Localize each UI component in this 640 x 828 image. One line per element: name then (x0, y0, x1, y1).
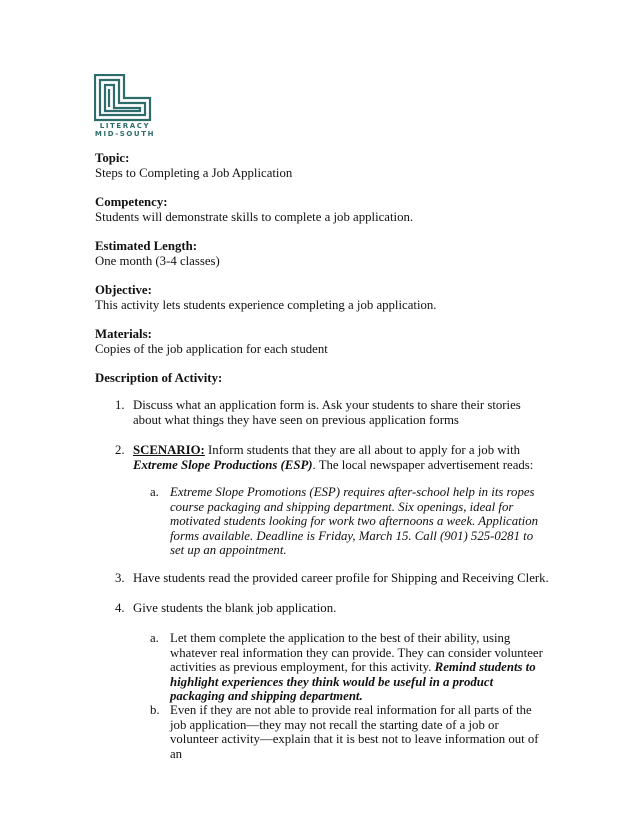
scenario-label: SCENARIO: (133, 443, 205, 457)
topic-heading: Topic: (95, 151, 130, 165)
logo-text-line1: LITERACY (99, 122, 151, 130)
topic-body: Steps to Completing a Job Application (95, 166, 293, 180)
item-2-text-part2: . The local newspaper advertisement reads: (312, 457, 534, 472)
item-2-text-part1: Inform students that they are all about to apply for a job with (204, 443, 521, 457)
item-4b-letter: b. (150, 703, 160, 717)
length-heading: Estimated Length: (95, 239, 198, 253)
description-heading: Description of Activity: (95, 371, 223, 385)
maze-logo-icon (94, 74, 156, 122)
item-3-number: 3. (115, 571, 125, 585)
item-2-text (133, 443, 551, 472)
materials-body: Copies of the job application for each student (95, 342, 328, 356)
objective-heading: Objective: (95, 283, 152, 297)
length-body: One month (3-4 classes) (95, 254, 220, 268)
competency-heading: Competency: (95, 195, 168, 209)
item-3-text: Have students read the provided career profile for Shipping and Receiving Clerk. (133, 571, 549, 585)
literacy-mid-south-logo (94, 74, 156, 138)
company-name: Extreme Slope Productions (ESP) (133, 457, 313, 472)
item-4-text: Give students the blank job application. (133, 601, 337, 615)
logo-text-line2: MID-SOUTH (94, 130, 156, 138)
advertisement-text (170, 485, 550, 558)
competency-body: Students will demonstrate skills to complete a job application. (95, 210, 414, 224)
item-1-number: 1. (115, 398, 125, 412)
item-1-text: Discuss what an application form is. Ask your students to share their stories about what things they have seen on previous application forms (133, 398, 521, 427)
item-4a-plain: Let them complete the application to the best of their ability, using whatever real information they can provide. They can consider volunteer activities as previous employment, for this activity. (170, 631, 543, 675)
item-2-number: 2. (115, 443, 125, 457)
item-4a-emphasis: Remind students to highlight experiences they think would be useful in a product packaging and shipping department. (170, 660, 536, 704)
item-4a-letter: a. (150, 631, 159, 645)
item-4-number: 4. (115, 601, 125, 615)
item-4a-text (170, 631, 550, 704)
item-4b-text: Even if they are not able to provide real information for all parts of the job application—they may not recall the starting date of a job or volunteer activity—explain that it is best not to leave information out of an (170, 703, 539, 761)
materials-heading: Materials: (95, 327, 152, 341)
advertisement-italic: Extreme Slope Promotions (ESP) requires after-school help in its ropes course packaging and shipping department. Six openings, ideal for motivated students looking for work two afternoons a week. Application forms available. Deadline is Friday, March 15. Call (901) 525-0281 to set up an appointment. (170, 485, 538, 558)
objective-body: This activity lets students experience completing a job application. (95, 298, 437, 312)
item-2a-letter: a. (150, 485, 159, 499)
